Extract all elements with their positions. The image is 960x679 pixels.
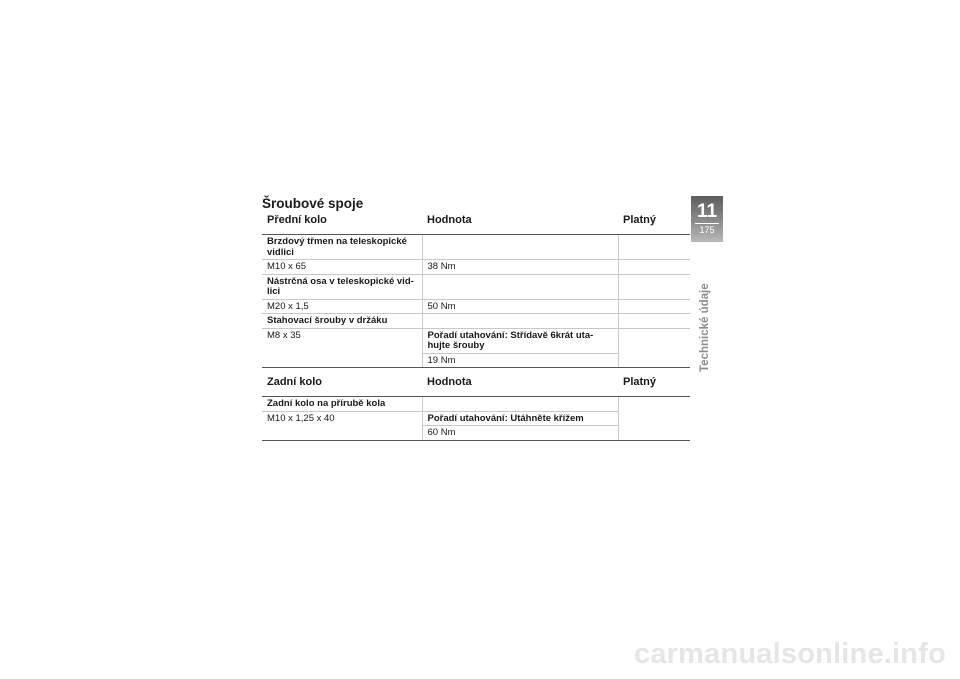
chapter-tab <box>691 196 723 242</box>
cell-valid <box>618 235 690 260</box>
table-header-row <box>262 372 690 397</box>
header-front-wheel: Přední kolo <box>262 210 422 235</box>
cell-valid <box>618 299 690 314</box>
cell-value: 50 Nm <box>422 299 618 314</box>
header-rear-wheel: Zadní kolo <box>262 372 422 397</box>
table-row <box>262 328 690 353</box>
cell-item: Brzdový třmen na teleskopické vidlici <box>262 235 422 260</box>
cell-value <box>422 274 618 299</box>
cell-item: M8 x 35 <box>262 328 422 368</box>
cell-item: Stahovací šrouby v držáku <box>262 314 422 329</box>
cell-valid <box>618 397 690 441</box>
cell-item: Nástrčná osa v teleskopické vid- lici <box>262 274 422 299</box>
header-value: Hodnota <box>422 372 618 397</box>
cell-value: 38 Nm <box>422 260 618 275</box>
cell-valid <box>618 314 690 329</box>
cell-value: Pořadí utahování: Utáhněte křížem <box>422 411 618 426</box>
watermark: carmanualsonline.info <box>634 638 946 670</box>
cell-item: M10 x 1,25 x 40 <box>262 411 422 440</box>
cell-valid <box>618 274 690 299</box>
cell-value <box>422 314 618 329</box>
table-row <box>262 274 690 299</box>
cell-item: Zadní kolo na přírubě kola <box>262 397 422 412</box>
table-row <box>262 260 690 275</box>
cell-value <box>422 397 618 412</box>
header-value: Hodnota <box>422 210 618 235</box>
table-header-row <box>262 210 690 235</box>
header-valid: Platný <box>618 210 690 235</box>
cell-value: 19 Nm <box>422 353 618 368</box>
header-valid: Platný <box>618 372 690 397</box>
cell-item: M20 x 1,5 <box>262 299 422 314</box>
table-row <box>262 314 690 329</box>
chapter-number: 11 <box>696 201 718 222</box>
section-title-vertical: Technické údaje <box>699 283 711 372</box>
table-row <box>262 235 690 260</box>
chapter-divider <box>695 223 719 224</box>
rear-wheel-table <box>262 372 690 441</box>
page-title: Šroubové spoje <box>262 196 364 211</box>
cell-value: Pořadí utahování: Střídavě 6krát uta- hujte šrouby <box>422 328 618 353</box>
cell-value: 60 Nm <box>422 426 618 441</box>
cell-item: M10 x 65 <box>262 260 422 275</box>
front-wheel-table <box>262 210 690 368</box>
table-row <box>262 299 690 314</box>
cell-valid <box>618 328 690 368</box>
page-number: 175 <box>699 225 715 235</box>
cell-valid <box>618 260 690 275</box>
cell-value <box>422 235 618 260</box>
table-row <box>262 397 690 412</box>
